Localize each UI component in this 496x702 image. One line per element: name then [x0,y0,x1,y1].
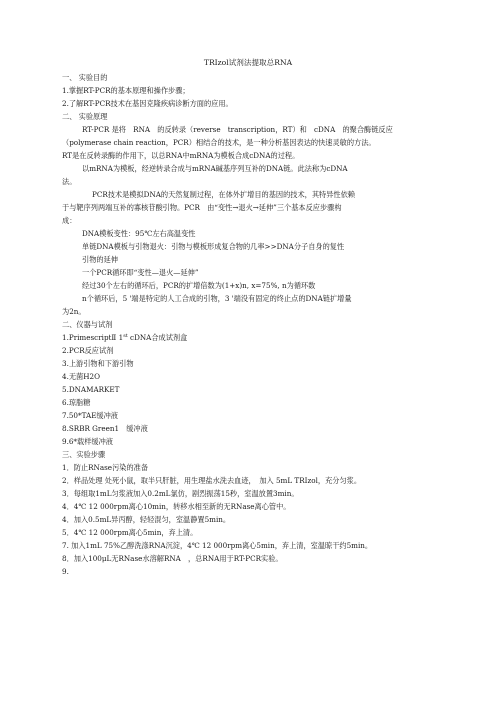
principle-line: 成： [62,216,77,225]
reagent-item: 9.6*载样缓冲液 [62,437,113,446]
reagent-item: 8.SRBR Green1 缓冲液 [62,424,148,433]
section-heading-principle: 二、 实验原理 [62,112,108,121]
principle-line: 于与靶序列两端互补的寡核苷酸引物。PCR 由“变性→退火→延伸”三个基本反应步骤构 [62,203,342,212]
reagent-item: 7.50*TAE缓冲液 [62,411,118,420]
objective-item: 2.了解RT-PCR技术在基因克隆疾病诊断方面的应用。 [62,99,233,108]
reagent-text: 1.PrimescriptⅡ 1 [62,333,124,342]
procedure-step: 5．4℃ 12 000rpm离心5min，弃上清。 [62,528,198,537]
procedure-step: 8．加入100μL无RNase水溶解RNA ，总RNA用于RT-PCR实验。 [62,554,283,563]
pcr-step: 经过30个左右的循环后，PCR的扩增倍数为(1+x)n, x=75%, n为循环数 [82,281,316,290]
principle-line: n个循环后，5 '端是特定的人工合成的引物，3 '端没有固定的终止点的DNA链扩增量 [82,294,352,303]
principle-line: 以mRNA为模板，经逆转录合成与mRNA碱基序列互补的DNA链。此法称为cDNA [82,164,348,173]
pcr-step: 一个PCR循环即“变性—退火—延伸” [82,268,199,277]
reagent-item: 4.无菌H2O [62,372,100,381]
procedure-step: 4．4℃ 12 000rpm离心10min，转移水相至新的无RNase离心管中。 [62,502,291,511]
objective-item: 1.掌握RT-PCR的基本原理和操作步骤； [62,86,190,95]
reagent-item [62,333,440,343]
document-title: TRIzol试剂法提取总RNA [203,58,293,67]
principle-line: （polymerase chain reaction，PCR）相结合的技术，是一种分析基因表达的快速灵敏的方法。 [62,138,376,147]
principle-line: RT是在反转录酶的作用下，以总RNA中mRNA为模板合成cDNA的过程。 [62,151,300,160]
reagent-text: cDNA合成试剂盒 [127,333,188,342]
pcr-step: 引物的延伸 [82,255,118,264]
principle-line: 为2n。 [62,307,86,316]
principle-line: 法。 [62,177,77,186]
section-heading-reagents: 二、仪器与试剂 [62,320,113,329]
reagent-item: 3.上游引物和下游引物 [62,359,134,368]
pcr-step: DNA模板变性：95℃左右高温变性 [82,229,196,238]
procedure-step: 7. 加入1mL 75%乙醇洗涤RNA沉淀，4℃ 12 000rpm离心5min，弃上清，室温晾干约5min。 [62,541,373,550]
reagent-item: 2.PCR反应试剂 [62,346,114,355]
reagent-item: 5.DNAMARKET [62,385,120,394]
procedure-step: 3．每组取1mL匀浆液加入0.2mL氯仿，剧烈振荡15秒，室温放置3min。 [62,489,299,498]
section-heading-procedure: 三、实验步骤 [62,450,106,459]
reagent-item: 6.琼脂糖 [62,398,91,407]
principle-line: RT-PCR 是将 RNA 的反转录（reverse transcription，RT）和 cDNA 的聚合酶链反应 [82,125,393,134]
section-heading-objectives: 一、 实验目的 [62,73,108,82]
superscript: st [123,333,128,339]
procedure-step: 4．加入0.5mL异丙醇，轻轻混匀，室温静置5min。 [62,515,231,524]
pcr-step: 单链DNA模板与引物退火：引物与模板形成复合物的几率>>DNA分子自身的复性 [82,242,345,251]
principle-line: PCR技术是模拟DNA的天然复制过程，在体外扩增目的基因的技术，其特异性依赖 [92,190,355,199]
procedure-step: 2．样品处理 处死小鼠，取半只肝脏，用生理盐水洗去血迹， 加入 5mL TRIzol，充分匀浆。 [62,476,362,485]
procedure-step: 9. [62,567,69,576]
procedure-step: 1．防止RNase污染的准备 [62,463,149,472]
